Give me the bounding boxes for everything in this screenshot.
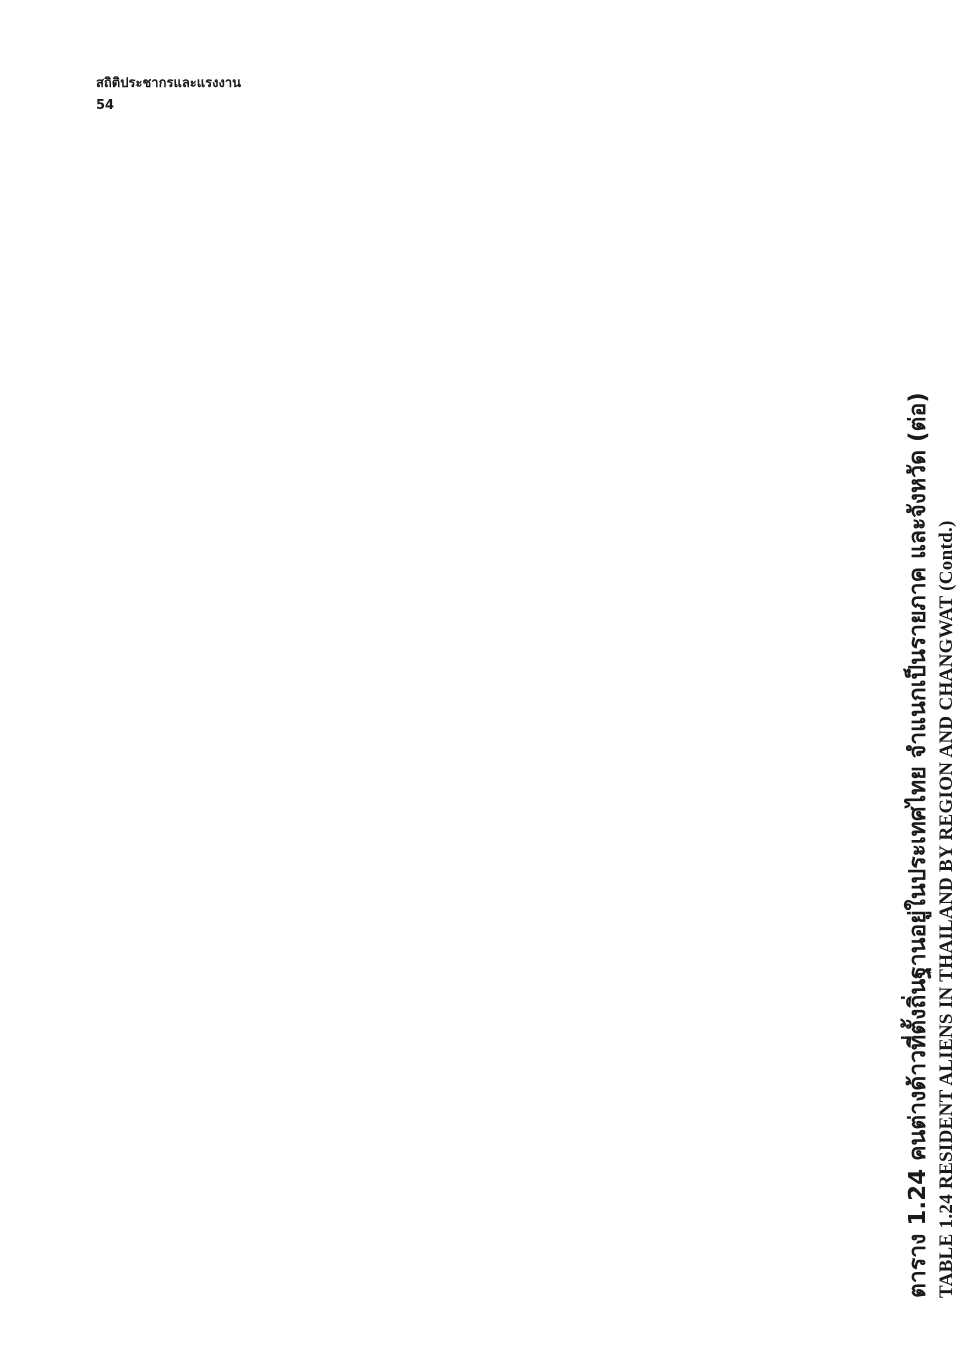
running-title: สถิติประชากรและแรงงาน (96, 76, 242, 91)
table-title-thai: ตาราง 1.24 คนต่างด้าวที่ตั้งถิ่นฐานอยู่ในประเทศไทย จำแนกเป็นรายภาค และจังหวัด (ต่อ) (905, 392, 931, 1298)
rotated-table-page (900, 128, 966, 1308)
page-number: 54 (96, 98, 115, 113)
table-title-english: TABLE 1.24 RESIDENT ALIENS IN THAILAND BY REGION AND CHANGWAT (Contd.) (936, 520, 957, 1298)
